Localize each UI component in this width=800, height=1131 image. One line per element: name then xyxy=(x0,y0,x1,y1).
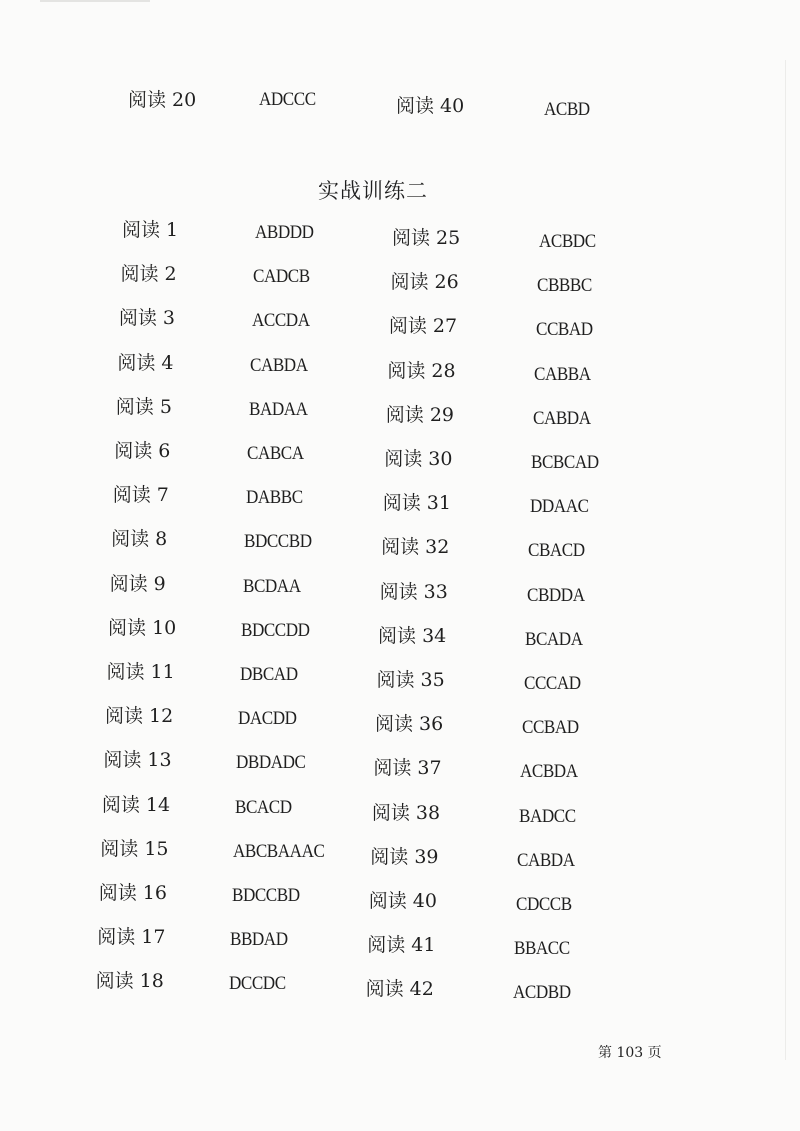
right-reading-answer: ACBDC xyxy=(539,231,596,252)
answer-row xyxy=(0,790,800,827)
left-reading-answer: DCCDC xyxy=(228,973,286,995)
left-reading-label: 阅读 5 xyxy=(115,395,172,418)
right-reading-answer: CABDA xyxy=(517,849,575,871)
right-reading-label: 阅读 42 xyxy=(365,978,434,1001)
right-reading-answer: ACBDA xyxy=(520,761,579,783)
answer-row xyxy=(0,878,800,915)
left-reading-answer: DACDD xyxy=(237,708,297,730)
right-reading-label: 阅读 32 xyxy=(381,536,450,559)
left-reading-answer: ACCDA xyxy=(251,310,310,332)
answer-row xyxy=(0,348,800,385)
right-reading-label: 阅读 33 xyxy=(379,580,448,603)
left-reading-answer: ABDDD xyxy=(255,222,314,243)
left-reading-answer: BDCCBD xyxy=(244,531,312,553)
scan-edge-line xyxy=(785,60,786,1060)
scan-edge-mark xyxy=(40,0,150,2)
left-reading-label: 阅读 16 xyxy=(98,882,167,904)
right-reading-label: 阅读 25 xyxy=(392,227,461,249)
right-reading-label: 阅读 34 xyxy=(378,624,447,647)
left-reading-label: 阅读 10 xyxy=(108,616,177,639)
right-reading-label: 阅读 30 xyxy=(384,448,453,470)
right-reading-answer: BCBCAD xyxy=(531,452,599,473)
right-reading-label: 阅读 38 xyxy=(371,801,441,824)
right-reading-label: 阅读 28 xyxy=(387,359,456,382)
answer-row xyxy=(0,215,800,252)
left-reading-answer: DABBC xyxy=(245,487,303,509)
left-reading-label: 阅读 11 xyxy=(106,661,175,683)
left-reading-label: 阅读 15 xyxy=(100,837,169,860)
left-reading-label: 阅读 14 xyxy=(101,793,171,816)
top-row-label-1: 阅读 20 xyxy=(128,89,197,111)
left-reading-answer: BCDAA xyxy=(242,575,301,597)
left-reading-label: 阅读 2 xyxy=(120,263,177,286)
right-reading-label: 阅读 40 xyxy=(368,890,437,912)
right-reading-answer: CABDA xyxy=(532,407,591,429)
left-reading-label: 阅读 4 xyxy=(117,351,174,374)
right-reading-label: 阅读 35 xyxy=(376,669,445,691)
answer-row xyxy=(0,613,800,650)
right-reading-label: 阅读 31 xyxy=(382,492,451,515)
right-reading-answer: BBACC xyxy=(514,938,570,960)
left-reading-label: 阅读 18 xyxy=(95,970,164,993)
top-row-label-2: 阅读 40 xyxy=(396,95,465,117)
top-row-answer-2: ACBD xyxy=(544,99,590,120)
right-reading-answer: ACDBD xyxy=(512,982,571,1004)
right-reading-answer: CDCCB xyxy=(515,894,572,915)
top-row-answer-1: ADCCC xyxy=(259,89,316,110)
section-title: 实战训练二 xyxy=(318,179,428,203)
left-reading-label: 阅读 8 xyxy=(111,528,168,551)
left-reading-answer: BBDAD xyxy=(230,929,288,951)
top-answer-row xyxy=(0,85,800,120)
answer-row xyxy=(0,480,800,518)
answer-row xyxy=(0,436,800,473)
left-reading-label: 阅读 13 xyxy=(103,749,172,772)
left-reading-label: 阅读 12 xyxy=(104,705,174,728)
right-reading-label: 阅读 26 xyxy=(390,271,459,294)
answer-row xyxy=(0,834,800,871)
answer-row xyxy=(0,922,800,960)
answer-row xyxy=(0,745,800,783)
left-reading-answer: DBCAD xyxy=(239,664,298,685)
left-reading-label: 阅读 9 xyxy=(109,572,166,595)
right-reading-answer: CABBA xyxy=(534,363,592,385)
answer-row xyxy=(0,701,800,739)
left-reading-answer: CADCB xyxy=(253,266,311,288)
left-reading-answer: CABCA xyxy=(247,443,304,464)
left-reading-answer: BDCCDD xyxy=(241,619,310,641)
right-reading-answer: CCCAD xyxy=(523,673,581,694)
left-reading-answer: BADAA xyxy=(248,398,308,420)
right-reading-label: 阅读 39 xyxy=(370,845,439,868)
right-reading-answer: CCBAD xyxy=(521,717,579,739)
answer-row xyxy=(0,657,800,694)
answer-row xyxy=(0,569,800,606)
left-reading-label: 阅读 3 xyxy=(118,307,176,330)
left-reading-answer: DBDADC xyxy=(236,752,306,774)
left-reading-answer: BDCCBD xyxy=(231,885,300,906)
answer-row xyxy=(0,392,800,429)
right-reading-label: 阅读 27 xyxy=(388,315,458,338)
right-reading-answer: CBACD xyxy=(528,540,585,562)
right-reading-label: 阅读 37 xyxy=(373,757,442,780)
answer-row xyxy=(0,259,800,297)
right-reading-answer: CBBBC xyxy=(537,275,593,297)
right-reading-answer: CCBAD xyxy=(535,319,593,341)
page-number: 第 103 页 xyxy=(598,1045,662,1061)
right-reading-answer: CBDDA xyxy=(526,584,585,606)
left-reading-label: 阅读 17 xyxy=(97,926,166,949)
right-reading-answer: BADCC xyxy=(518,805,576,827)
answer-row xyxy=(0,966,800,1004)
left-reading-label: 阅读 7 xyxy=(112,484,169,507)
right-reading-answer: DDAAC xyxy=(529,496,589,518)
left-reading-answer: ABCBAAAC xyxy=(233,840,325,862)
right-reading-label: 阅读 29 xyxy=(385,403,455,426)
left-reading-answer: CABDA xyxy=(250,354,308,376)
answer-row xyxy=(0,524,800,562)
answer-row xyxy=(0,303,800,341)
left-reading-label: 阅读 6 xyxy=(114,440,171,462)
left-reading-answer: BCACD xyxy=(234,796,292,818)
right-reading-label: 阅读 36 xyxy=(374,713,444,736)
right-reading-label: 阅读 41 xyxy=(367,934,436,957)
left-reading-label: 阅读 1 xyxy=(122,219,179,241)
right-reading-answer: BCADA xyxy=(525,628,583,650)
